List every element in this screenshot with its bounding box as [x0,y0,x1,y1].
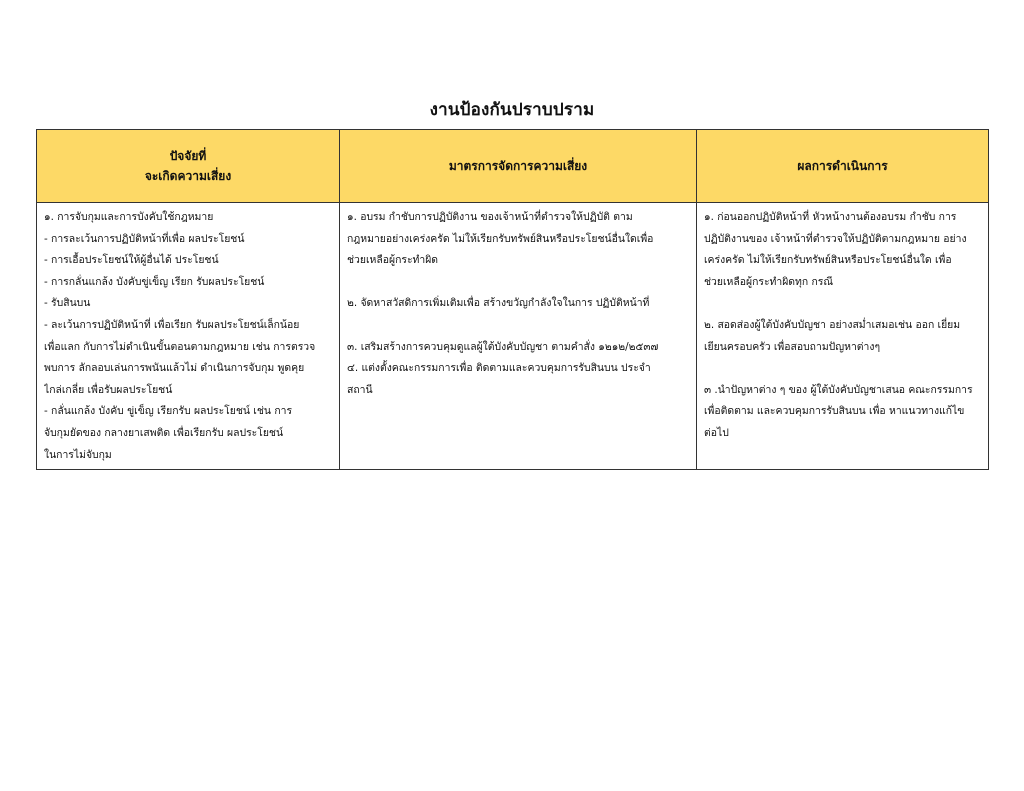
text-line: - การละเว้นการปฏิบัติหน้าที่เพื่อ ผลประโยชน์ [44,232,245,245]
header-results [697,130,989,203]
table-row [37,203,989,470]
text-line: เพื่อแลก กับการไม่ดำเนินขั้นตอนตามกฎหมาย เช่น การตรวจ [44,340,316,353]
text-line: - ละเว้นการปฏิบัติหน้าที่ เพื่อเรียก รับผลประโยชน์เล็กน้อย [44,318,300,331]
cell-risk-measures [340,203,697,470]
text-line: เคร่งครัด ไม่ให้เรียกรับทรัพย์สินหรือประโยชน์อื่นใด เพื่อ [704,254,952,267]
cell-results [697,203,989,470]
text-line: ปฏิบัติงานของ เจ้าหน้าที่ตำรวจให้ปฏิบัติตามกฎหมาย อย่าง [704,232,967,245]
text-line: ช่วยเหลือผู้กระทำผิดทุก กรณี [704,275,834,288]
blank-line [347,315,690,337]
text-line: กฎหมายอย่างเคร่งครัด ไม่ให้เรียกรับทรัพย์สินหรือประโยชน์อื่นใดเพื่อ [347,232,654,245]
text-line: ๓. เสริมสร้างการควบคุมดูแลผู้ใต้บังคับบัญชา ตามคำสั่ง ๑๒๑๒/๒๕๓๗ [347,340,659,353]
text-line: ๓ .นำปัญหาต่าง ๆ ของ ผู้ใต้บังคับบัญชาเสนอ คณะกรรมการ [704,383,973,396]
text-line: - รับสินบน [44,297,91,310]
blank-line [704,358,982,380]
text-line: เพื่อติดตาม และควบคุมการรับสินบน เพื่อ หาแนวทางแก้ไข [704,405,965,418]
text-line: ๑. ก่อนออกปฏิบัติหน้าที่ หัวหน้างานต้องอบรม กำชับ การ [704,211,957,223]
text-line: ๑. อบรม กำชับการปฏิบัติงาน ของเจ้าหน้าที่ตำรวจให้ปฏิบัติ ตาม [347,211,633,223]
text-line: สถานี [347,383,373,396]
text-line: - การเอื้อประโยชน์ให้ผู้อื่นได้ ประโยชน์ [44,254,219,267]
text-line: ๔. แต่งตั้งคณะกรรมการเพื่อ ติดตามและควบคุมการรับสินบน ประจำ [347,362,651,375]
blank-line [347,272,690,294]
text-line: - กลั่นแกล้ง บังคับ ขู่เข็ญ เรียกรับ ผลประโยชน์ เช่น การ [44,405,293,418]
text-line: ๒. สอดส่องผู้ใต้บังคับบัญชา อย่างสม่ำเสมอเช่น ออก เยี่ยม [704,318,961,331]
text-line: ช่วยเหลือผู้กระทำผิด [347,254,439,267]
table-header-row [37,130,989,203]
text-line: - การกลั่นแกล้ง บังคับขู่เข็ญ เรียก รับผลประโยชน์ [44,275,265,288]
text-line: ไกล่เกลี่ย เพื่อรับผลประโยชน์ [44,383,173,396]
risk-table [36,129,989,470]
text-line: ในการไม่จับกุม [44,448,112,461]
text-line: ต่อไป [704,426,729,439]
text-line: ๒. จัดหาสวัสดิการเพิ่มเติมเพื่อ สร้างขวัญกำลังใจในการ ปฏิบัติหน้าที่ [347,297,650,310]
header-risk-factors [37,130,340,203]
document-title: งานป้องกันปราบปราม [429,100,595,120]
header-risk-measures [340,130,697,203]
text-line: พบการ ลักลอบเล่นการพนันแล้วไม่ ดำเนินการจับกุม พูดคุย [44,362,305,375]
header-line: จะเกิดความเสี่ยง [144,169,232,183]
text-line: ๑. การจับกุมและการบังคับใช้กฎหมาย [44,211,214,223]
header-line: มาตรการจัดการความเสี่ยง [448,159,588,173]
text-line: เยียนครอบครัว เพื่อสอบถามปัญหาต่างๆ [704,340,881,353]
header-line: ปัจจัยที่ [169,149,207,163]
cell-risk-factors [37,203,340,470]
text-line: จับกุมยัดของ กลางยาเสพติด เพื่อเรียกรับ ผลประโยชน์ [44,426,284,439]
header-line: ผลการดำเนินการ [797,159,888,173]
blank-line [704,293,982,315]
